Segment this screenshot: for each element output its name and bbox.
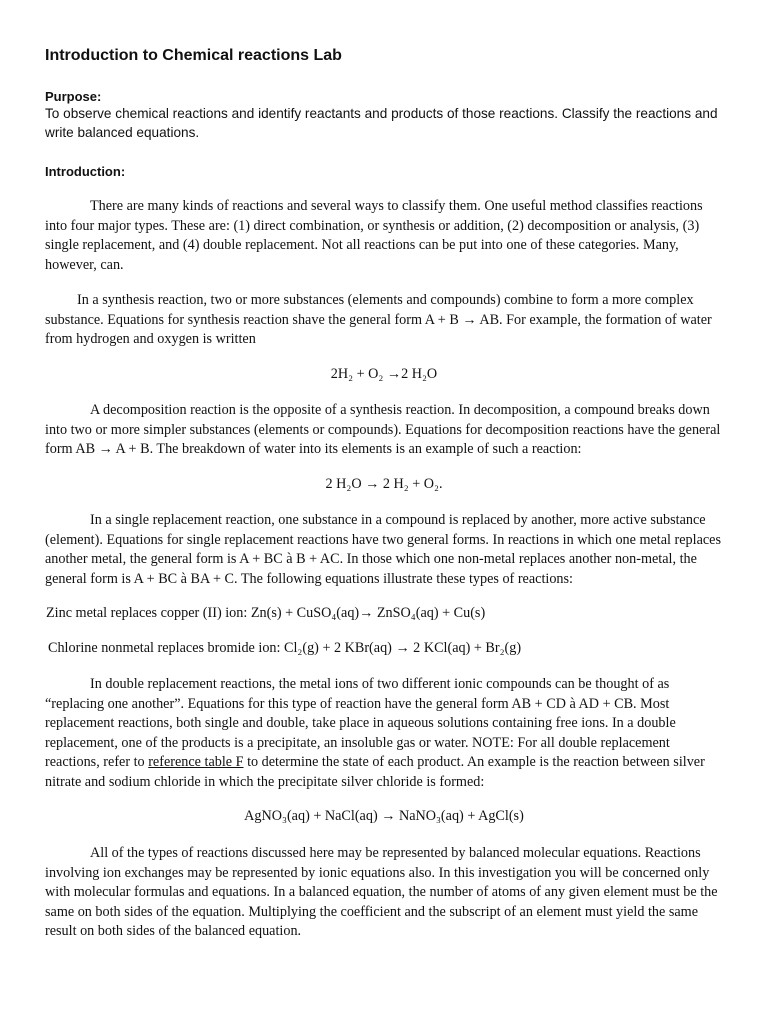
purpose-text: To observe chemical reactions and identify reactants and products of those reactions. Classify the reactions and write balanced equations. [45, 106, 718, 140]
double-replacement-text-1: In double replacement reactions, the metal ions of two different ionic compounds can be thought of as “replacing one another”. Equations for this type of reaction have the general form AB + CD à AD + CB. Most replacement reactions, both single and double, take place in aqueous solutions containing free ions. In a double replacement, one of the products is a precipitate, an insoluble gas or water. NOTE: For all double replacement reactions, refer to [45, 676, 676, 771]
decomposition-paragraph: A decomposition reaction is the opposite of a synthesis reaction. In decomposition, a compound breaks down into two or more simpler substances (elements or compounds). Equations for decomposition reactions have the general form AB → A + B. The breakdown of water into its elements is an example of such a reaction: [45, 402, 721, 458]
zinc-example-equation: Zinc metal replaces copper (II) ion: Zn(s) + CuSO₄(aq)→ ZnSO₄(aq) + Cu(s) [46, 605, 486, 621]
decomposition-equation: 2 H₂O → 2 H₂ + O₂. [325, 476, 443, 492]
synthesis-paragraph: In a synthesis reaction, two or more substances (elements and compounds) combine to form a more complex substance. Equations for synthesis reaction shave the general form A + B → AB. For example, the formation of water from hydrogen and oxygen is written [45, 292, 712, 348]
double-replacement-equation: AgNO₃(aq) + NaCl(aq) → NaNO₃(aq) + AgCl(s) [244, 808, 524, 824]
intro-paragraph-1: There are many kinds of reactions and several ways to classify them. One useful method classifies reactions into four major types. These are: (1) direct combination, or synthesis or addition, (2) decomposition or analysis, (3) single replacement, and (4) double replacement. Not all reactions can be put into one of these categories. Many, however, can. [45, 198, 703, 273]
chlorine-example-equation: Chlorine nonmetal replaces bromide ion: Cl₂(g) + 2 KBr(aq) → 2 KCl(aq) + Br₂(g) [48, 640, 522, 656]
balanced-equations-paragraph: All of the types of reactions discussed here may be represented by balanced molecular equations. Reactions involving ion exchanges may be represented by ionic equations also. In this investigation you will be concerned only with molecular formulas and equations. In a balanced equation, the number of atoms of any given element must be the same on both sides of the equation. Multiplying the coefficient and the subscript of an element must yield the same result on both sides of the balanced equation. [45, 845, 718, 940]
single-replacement-paragraph: In a single replacement reaction, one substance in a compound is replaced by another, more active substance (element). Equations for single replacement reactions have two general forms. In reactions in which one metal replaces another metal, the general form is A + BC à B + AC. In those which one non-metal replaces another non-metal, the general form is A + BC à BA + C. The following equations illustrate these types of reactions: [45, 512, 722, 587]
double-replacement-text-2: to determine the state of each product. An example is the reaction between silver nitrate and sodium chloride in which the precipitate silver chloride is formed: [45, 754, 705, 790]
double-replacement-paragraph [45, 675, 721, 793]
purpose-heading: Purpose: [45, 89, 102, 104]
synthesis-equation: 2H₂ + O₂ →2 H₂O [330, 366, 438, 382]
reference-table-f-link[interactable]: reference table F [148, 754, 244, 771]
introduction-heading: Introduction: [45, 164, 126, 179]
document-title: Introduction to Chemical reactions Lab [45, 47, 342, 64]
